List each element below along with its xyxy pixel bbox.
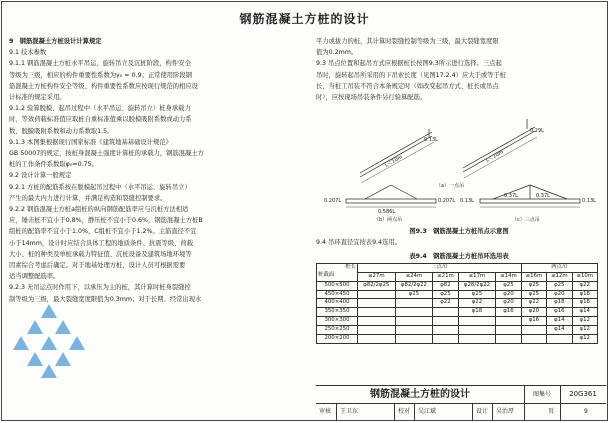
text-line: 平力或拔力的桩，其计算时裂缝控制等级为三级，最大裂缝宽度限 [316,38,499,45]
table-cell [521,326,546,335]
sub-header-cell: ≤24m [395,272,433,281]
table-cell: φ12 [572,326,598,335]
sub-header-cell: ≤21m [433,272,458,281]
table-cell [521,335,546,344]
right-text-column [316,36,602,344]
text-line: 9.1.1 钢筋混凝土方桩水平吊运、旋转吊立及沉桩阶段，构件安全 [9,60,191,68]
text-line: 大小、桩的种类及单桩承载力特征值、沉桩设备及建筑场地环境等 [9,250,192,258]
row-header-cell: 250×250 [317,326,358,335]
sub-header-cell: ≤12m [547,272,572,281]
table-cell: φ18 [547,299,572,308]
table-row [317,281,598,290]
table-cell [496,317,521,326]
table-cell: φ20 [547,290,572,299]
text-line: 9.3 吊点位置和起吊方式应根据桩长按图9.3所示进行选择。三点起 [316,60,502,68]
table-cell [358,326,396,335]
text-line: 桩的工作条件系数取φ₀=0.75。 [9,161,98,169]
sub-header-cell: ≤16m [521,272,546,281]
table-cell: φ82 [433,281,458,290]
text-line: 值为0.2mm。 [316,49,358,57]
table-cell [496,335,521,344]
title-block [316,385,606,420]
table-cell [433,317,458,326]
text-line: 等级为三级，相应的构件重要性系数为γ₀ = 0.9；正常使用阶段钢 [9,71,192,79]
text-line: 计标准的规定采用。 [9,94,66,102]
caption-b: （b）两点吊 [374,217,403,224]
len-a-2: L＜10m [485,149,505,164]
table-cell [358,335,396,344]
table-cell [458,335,496,344]
table-cell [433,326,458,335]
dim-c-2: 0.37L [504,193,518,200]
right-paragraphs [316,36,602,103]
table-cell [458,317,496,326]
table-cell: φ22 [458,299,496,308]
text-line: 适当调整配筋率。 [9,273,60,281]
review-name: 王卫东 [340,408,359,415]
table-cell: φ25 [458,290,496,299]
table-cell: φ20 [496,299,521,308]
corner-bottom-label: 桩截面 [318,272,335,279]
table-cell: φ22 [433,299,458,308]
table-cell [358,308,396,317]
table-cell [395,335,433,344]
table-row [317,290,598,299]
table-cell: φ28/2φ22 [458,281,496,290]
caption-c: （c）三点吊 [512,217,540,224]
row-header-cell: 400×400 [317,299,358,308]
table-cell: φ18 [572,299,598,308]
group-header-two-point: 两点吊 [521,263,597,272]
table-cell: φ16 [496,308,521,317]
sub-header-cell: ≤27m [358,272,396,281]
dim-b-1: 0.207L [324,198,342,205]
table-cell [358,299,396,308]
text-line: 小于14mm，设计时应结合具体工程的地质条件、抗震等级、荷载 [9,239,193,247]
text-line: 应，锤击桩不宜小于0.8%，静压桩不宜小于0.6%，钢筋混凝土方桩B [9,217,203,225]
table-cell [547,335,572,344]
lifting-ring-table [316,263,598,344]
text-line: 9.2 设计计算一般规定 [9,172,72,180]
table-cell: φ82/2φ22 [395,281,433,290]
lifting-diagram [316,105,602,223]
table-row [317,326,598,335]
design-name: 吴治厚 [496,408,515,415]
table-cell [395,299,433,308]
table-body [317,281,598,343]
text-line: 组桩的配筋率不宜小于1.0%，C组桩不宜小于1.2%。主筋直径不宜 [9,228,197,236]
dim-a-1: 0.13L [424,137,438,144]
table-row [317,299,598,308]
table-cell [433,308,458,317]
table-cell: φ12 [572,335,598,344]
row-header-cell: 350×350 [317,308,358,317]
table-cell: φ14 [547,317,572,326]
table-cell [395,317,433,326]
text-line: 数，脱膜吸附系数和动力系数取1.5。 [9,127,114,135]
table-cell: φ22 [572,281,598,290]
table-cell: φ18 [572,290,598,299]
dim-a-2: 0.29L [530,128,544,135]
sub-header-cell: ≤10m [572,272,598,281]
table-cell: φ16 [521,317,546,326]
table-cell: φ16 [547,308,572,317]
table-cell [395,308,433,317]
text-line: 9.2.2 钢筋混凝土方桩a组桩的纵向钢筋配筋率应与沉桩方法相适 [9,206,189,214]
text-line: 9.1.2 验算脱模、起吊过程中（水平吊运、旋转吊立）桩身承载力 [9,105,191,113]
dim-b-2: 0.586L [378,209,396,216]
drawing-sheet [1,1,608,421]
signature-row [316,403,606,420]
table-cell [458,326,496,335]
text-line: GB 50007的规定，按桩身混凝土强度计算桩的承载力，钢筋混凝土方 [9,150,204,158]
text-line: 长，当桩工吊装不符合本条规定时（如改变起吊方式、桩长或吊点 [316,82,499,90]
table-cell: φ22 [521,299,546,308]
design-label: 设计 [476,408,489,415]
check-label: 校对 [398,408,411,415]
page-number: 9 [584,408,588,415]
dim-c-3: 0.37L [536,193,550,200]
text-line: 制等级为三级，最大裂缝宽度限值为0.3mm；对于长期、经常出现水 [9,295,202,303]
dim-b-3: 0.207L [438,198,456,205]
table-cell: φ25 [433,290,458,299]
pile-a2 [463,127,535,168]
corner-top-label: 桩长 [345,264,356,271]
text-line: 9.2.1 方桩的配筋系按在脱模起吊过程中（水平吊运、旋转吊立） [9,183,191,191]
table-cell: φ20 [496,290,521,299]
caption-a: （a）一点吊 [436,183,465,190]
table-cell [358,317,396,326]
row-header-cell: 300×300 [317,317,358,326]
table-cell: φ25 [521,281,546,290]
text-line: 时，等效荷载标准值应取桩自重标准值乘以脱模吸附系数或动力系 [9,116,192,124]
table-cell: φ25 [395,290,433,299]
dim-c-1: 0.13L [460,198,474,205]
check-name: 吴江斌 [418,408,437,415]
sub-header-cell: ≤17m [458,272,496,281]
atlas-label: 图集号 [524,386,561,403]
table-cell: φ14 [547,326,572,335]
table-cell: φ82/2φ25 [358,281,396,290]
table-cell: φ18 [458,308,496,317]
footer-title: 钢筋混凝土方桩的设计 [316,386,525,403]
table-cell [496,326,521,335]
table-cell: φ25 [521,290,546,299]
table-cell [395,326,433,335]
table-corner [317,263,358,281]
table-cell: φ12 [572,317,598,326]
table-cell [358,290,396,299]
row-header-cell: 450×450 [317,290,358,299]
row-header-cell: 200×200 [317,335,358,344]
table-cell [433,335,458,344]
sub-header-cell: ≤14m [496,272,521,281]
table-cell: φ25 [547,281,572,290]
len-a-1: L＜10m [384,154,404,169]
table-row [317,317,598,326]
atlas-number: 20G361 [569,390,597,398]
table-cell: φ25 [496,281,521,290]
text-line: 9.2.3 无吊运点时作用下，以承压为主的桩，其计算时桩身裂缝控 [9,284,191,292]
row-header-cell: 500×500 [317,281,358,290]
pile-c [480,199,580,203]
text-line: 吊时，旋转起吊所采用的下吊索长度（见图17.2.4）应大于或等于桩 [316,71,507,79]
pile-b [346,199,436,203]
table-caption: 表9.4 钢筋混凝土方桩吊环选用表 [409,252,509,260]
figure-caption: 图9.3 钢筋混凝土方桩吊点示意图 [409,228,509,236]
pile-a1 [360,132,432,173]
table-note: 9.4 吊环直径宜按表9.4选用。 [316,239,401,247]
figure-9-3 [316,105,602,225]
sub-header-row [317,272,598,281]
text-line: 产生的最大内力进行计算，并满足构造和裂缝控制要求。 [9,194,167,202]
page-label: 页 [548,408,555,415]
left-text-column [9,36,303,305]
text-line: 9.1.3 本图集根据现行国家标准《建筑地基基础设计规范》 [9,138,172,146]
text-line: 9.1 技术参数 [9,49,47,57]
watermark-logo [8,298,90,380]
review-label: 审核 [319,408,332,415]
section-heading: 9 钢筋混凝土方桩设计计算规定 [9,38,102,45]
table-cell: φ14 [572,308,598,317]
text-line: 时），应按现场吊装条件另行验算配筋。 [316,94,427,102]
table-row [317,308,598,317]
page-title: 钢筋混凝土方桩的设计 [239,12,370,26]
text-line: 因素综合考虑后确定。对于地基处理方桩，设计人员可根据需要 [9,262,186,270]
dim-c-4: 0.13L [582,198,596,205]
table-row [317,335,598,344]
table-cell: φ20 [521,308,546,317]
text-line: 筋混凝土方桩构件安全等级、构件重要性系数应按现行规范的相应设 [9,82,198,90]
group-header-three-point: 三点吊 [358,263,522,272]
